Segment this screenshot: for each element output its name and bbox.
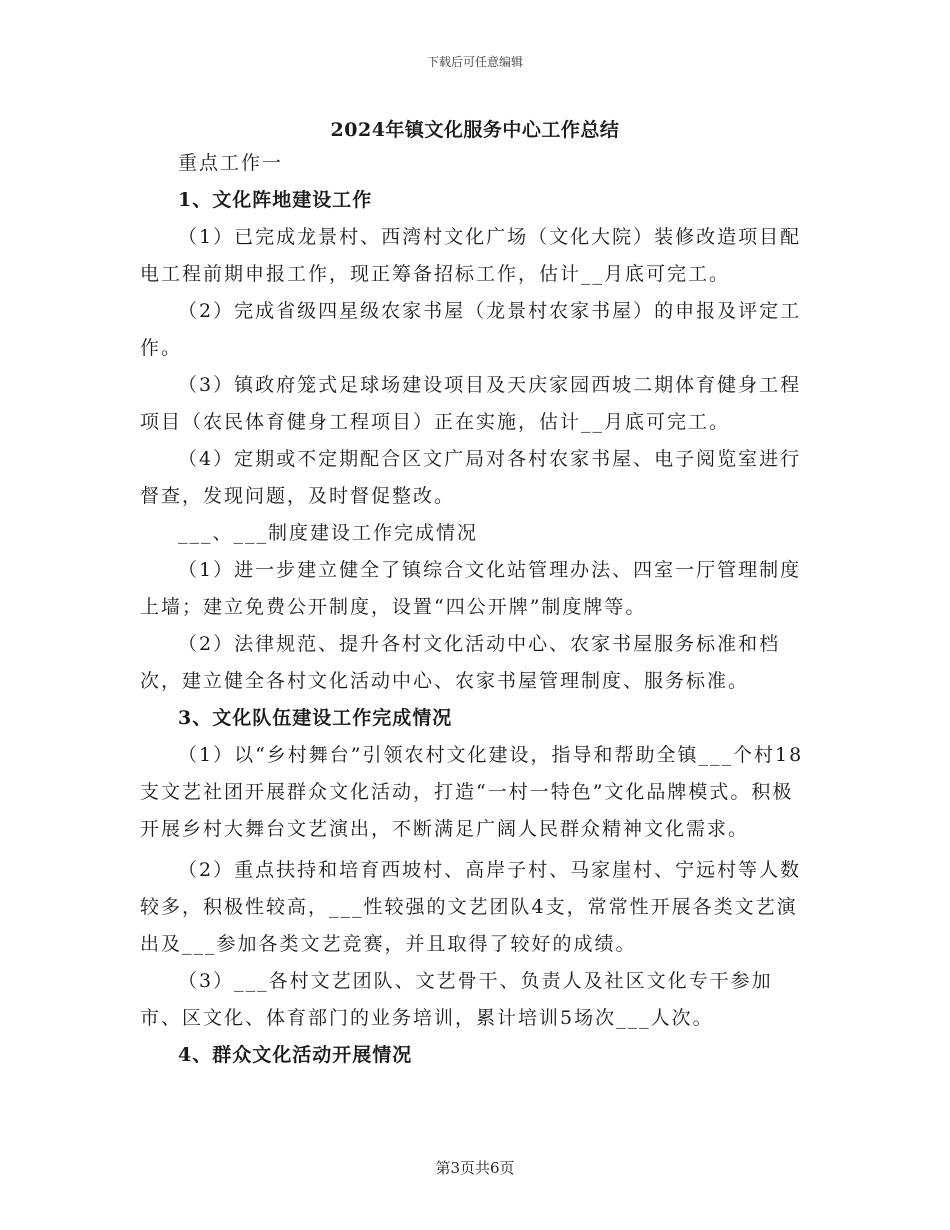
section-heading: 1、文化阵地建设工作 bbox=[178, 189, 373, 211]
section-label: 重点工作一 bbox=[178, 152, 284, 174]
paragraph: （3）___各村文艺团队、文艺骨干、负责人及社区文化专干参加市、区文化、体育部门的业务培训，累计培训5场次___人次。 bbox=[140, 970, 773, 1029]
paragraph: （2）法律规范、提升各村文化活动中心、农家书屋服务标准和档次，建立健全各村文化活动中心、农家书屋管理制度、服务标准。 bbox=[140, 633, 781, 692]
section-label: ___、___制度建设工作完成情况 bbox=[178, 522, 479, 544]
paragraph: （2）完成省级四星级农家书屋（龙景村农家书屋）的申报及评定工作。 bbox=[140, 300, 802, 359]
section-heading: 4、群众文化活动开展情况 bbox=[178, 1044, 413, 1066]
document-body bbox=[140, 145, 810, 1074]
section-heading: 3、文化队伍建设工作完成情况 bbox=[178, 707, 453, 729]
paragraph: （1）以“乡村舞台”引领农村文化建设，指导和帮助全镇___个村18支文艺社团开展群众文化活动，打造“一村一特色”文化品牌模式。积极开展乡村大舞台文艺演出，不断满足广阔人民群众精神文化需求。 bbox=[140, 744, 804, 840]
paragraph: （4）定期或不定期配合区文广局对各村农家书屋、电子阅览室进行督查，发现问题，及时督促整改。 bbox=[140, 448, 802, 507]
paragraph: （1）已完成龙景村、西湾村文化广场（文化大院）装修改造项目配电工程前期申报工作，现正筹备招标工作，估计__月底可完工。 bbox=[140, 226, 802, 285]
paragraph: （3）镇政府笼式足球场建设项目及天庆家园西坡二期体育健身工程项目（农民体育健身工程项目）正在实施，估计__月底可完工。 bbox=[140, 374, 802, 433]
page-header: 下载后可任意编辑 bbox=[426, 55, 523, 69]
page-footer: 第3页共6页 bbox=[435, 1159, 515, 1177]
document-title: 2024年镇文化服务中心工作总结 bbox=[330, 119, 620, 141]
paragraph: （1）进一步建立健全了镇综合文化站管理办法、四室一厅管理制度上墙；建立免费公开制度，设置“四公开牌”制度牌等。 bbox=[140, 559, 802, 618]
paragraph: （2）重点扶持和培育西坡村、高岸子村、马家崖村、宁远村等人数较多，积极性较高，___性较强的文艺团队4支，常常性开展各类文艺演出及___参加各类文艺竞赛，并且取得了较好的成绩。 bbox=[140, 859, 802, 955]
